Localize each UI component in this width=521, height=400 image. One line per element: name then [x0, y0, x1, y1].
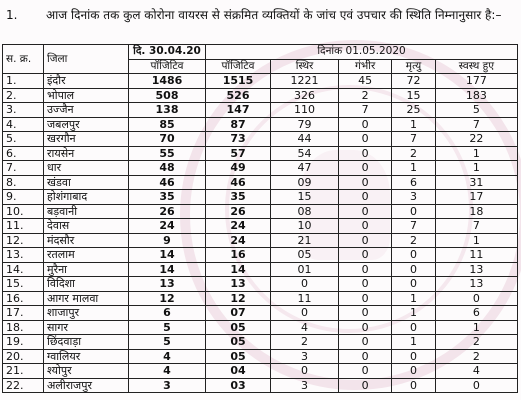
table-row [3, 364, 518, 379]
cell-positive-prev: 5 [129, 320, 206, 335]
cell-serious: 0 [339, 175, 392, 190]
cell-district: सागर [44, 320, 129, 335]
cell-serious: 0 [339, 146, 392, 161]
cell-positive-prev: 85 [129, 117, 206, 132]
table-row [3, 132, 518, 147]
cell-sn: 4. [3, 117, 44, 132]
cell-recovered: 183 [435, 88, 517, 103]
cell-positive-prev: 9 [129, 233, 206, 248]
cell-serious: 2 [339, 88, 392, 103]
cell-stable: 05 [271, 248, 339, 263]
table-row [3, 349, 518, 364]
table-row [3, 175, 518, 190]
table-row [3, 88, 518, 103]
cell-deaths: 1 [392, 161, 436, 176]
cell-recovered: 5 [435, 103, 517, 118]
cell-serious: 0 [339, 161, 392, 176]
cell-stable: 44 [271, 132, 339, 147]
cell-stable: 3 [271, 349, 339, 364]
cell-positive: 03 [206, 378, 271, 393]
cell-district: ग्वालियर [44, 349, 129, 364]
cell-recovered: 177 [435, 74, 517, 89]
cell-serious: 0 [339, 291, 392, 306]
cell-serious: 0 [339, 219, 392, 234]
cell-stable: 326 [271, 88, 339, 103]
intro-text: आज दिनांक तक कुल कोरोना वायरस से संक्रमित व्यक्तियों के जांच एवं उपचार की स्थिति निम्नानुसार है:– [46, 8, 502, 22]
cell-district: मुरैना [44, 262, 129, 277]
cell-district: रतलाम [44, 248, 129, 263]
cell-serious: 0 [339, 364, 392, 379]
header-date2: दिनांक 01.05.2020 [206, 45, 518, 60]
cell-positive: 24 [206, 233, 271, 248]
cell-positive-prev: 24 [129, 219, 206, 234]
cell-sn: 15. [3, 277, 44, 292]
covid-status-table [2, 44, 518, 393]
cell-recovered: 1 [435, 233, 517, 248]
cell-positive-prev: 14 [129, 262, 206, 277]
cell-positive: 87 [206, 117, 271, 132]
cell-serious: 0 [339, 132, 392, 147]
cell-recovered: 2 [435, 335, 517, 350]
cell-positive-prev: 4 [129, 349, 206, 364]
cell-sn: 1. [3, 74, 44, 89]
cell-recovered: 1 [435, 146, 517, 161]
cell-serious: 0 [339, 378, 392, 393]
cell-stable: 110 [271, 103, 339, 118]
cell-deaths: 1 [392, 117, 436, 132]
cell-district: अलीराजपुर [44, 378, 129, 393]
header-district: जिला [44, 45, 129, 74]
cell-positive: 16 [206, 248, 271, 263]
cell-serious: 0 [339, 233, 392, 248]
cell-sn: 19. [3, 335, 44, 350]
cell-deaths: 1 [392, 306, 436, 321]
table-body [3, 74, 518, 393]
cell-positive-prev: 6 [129, 306, 206, 321]
table-row [3, 103, 518, 118]
cell-deaths: 0 [392, 378, 436, 393]
header-sn: स. क्र. [3, 45, 44, 74]
cell-district: देवास [44, 219, 129, 234]
cell-positive: 04 [206, 364, 271, 379]
cell-positive: 46 [206, 175, 271, 190]
cell-sn: 6. [3, 146, 44, 161]
cell-serious: 0 [339, 117, 392, 132]
cell-deaths: 25 [392, 103, 436, 118]
cell-deaths: 0 [392, 349, 436, 364]
cell-positive-prev: 70 [129, 132, 206, 147]
cell-positive: 12 [206, 291, 271, 306]
table-header-row [3, 45, 518, 60]
cell-stable: 0 [271, 364, 339, 379]
table-row [3, 117, 518, 132]
intro-number: 1. [6, 8, 18, 22]
cell-positive: 07 [206, 306, 271, 321]
cell-stable: 08 [271, 204, 339, 219]
cell-stable: 0 [271, 306, 339, 321]
cell-positive: 05 [206, 320, 271, 335]
cell-positive-prev: 1486 [129, 74, 206, 89]
cell-serious: 0 [339, 349, 392, 364]
cell-deaths: 2 [392, 233, 436, 248]
cell-sn: 16. [3, 291, 44, 306]
cell-deaths: 7 [392, 132, 436, 147]
cell-positive-prev: 55 [129, 146, 206, 161]
cell-recovered: 1 [435, 161, 517, 176]
cell-stable: 1221 [271, 74, 339, 89]
cell-stable: 47 [271, 161, 339, 176]
cell-sn: 18. [3, 320, 44, 335]
cell-deaths: 0 [392, 204, 436, 219]
cell-deaths: 0 [392, 248, 436, 263]
cell-positive-prev: 12 [129, 291, 206, 306]
cell-serious: 0 [339, 204, 392, 219]
cell-positive-prev: 48 [129, 161, 206, 176]
cell-deaths: 72 [392, 74, 436, 89]
cell-district: मंदसौर [44, 233, 129, 248]
cell-sn: 10. [3, 204, 44, 219]
cell-district: विदिशा [44, 277, 129, 292]
table-row [3, 233, 518, 248]
cell-recovered: 0 [435, 291, 517, 306]
header-date1: दि. 30.04.20 [129, 45, 206, 60]
cell-stable: 09 [271, 175, 339, 190]
table-row [3, 378, 518, 393]
cell-positive-prev: 46 [129, 175, 206, 190]
cell-positive-prev: 26 [129, 204, 206, 219]
cell-recovered: 4 [435, 364, 517, 379]
cell-serious: 0 [339, 306, 392, 321]
cell-sn: 2. [3, 88, 44, 103]
cell-sn: 17. [3, 306, 44, 321]
cell-positive-prev: 138 [129, 103, 206, 118]
cell-stable: 01 [271, 262, 339, 277]
cell-stable: 54 [271, 146, 339, 161]
cell-positive-prev: 508 [129, 88, 206, 103]
cell-district: छिंदवाड़ा [44, 335, 129, 350]
cell-deaths: 15 [392, 88, 436, 103]
cell-positive: 1515 [206, 74, 271, 89]
cell-sn: 20. [3, 349, 44, 364]
cell-sn: 11. [3, 219, 44, 234]
table-row [3, 146, 518, 161]
table-row [3, 161, 518, 176]
cell-recovered: 18 [435, 204, 517, 219]
cell-positive-prev: 3 [129, 378, 206, 393]
cell-district: उज्जैन [44, 103, 129, 118]
cell-positive: 526 [206, 88, 271, 103]
cell-district: बड़वानी [44, 204, 129, 219]
header-recovered: स्वस्थ हुए [435, 59, 517, 74]
cell-serious: 0 [339, 320, 392, 335]
cell-serious: 0 [339, 262, 392, 277]
cell-stable: 3 [271, 378, 339, 393]
cell-deaths: 0 [392, 364, 436, 379]
cell-stable: 10 [271, 219, 339, 234]
cell-stable: 21 [271, 233, 339, 248]
cell-district: धार [44, 161, 129, 176]
cell-district: खंडवा [44, 175, 129, 190]
cell-positive: 13 [206, 277, 271, 292]
cell-positive: 05 [206, 335, 271, 350]
cell-recovered: 1 [435, 320, 517, 335]
cell-deaths: 0 [392, 262, 436, 277]
header-positive: पॉजिटिव [206, 59, 271, 74]
cell-positive: 35 [206, 190, 271, 205]
cell-deaths: 0 [392, 277, 436, 292]
cell-district: शाजापुर [44, 306, 129, 321]
cell-deaths: 2 [392, 146, 436, 161]
header-serious: गंभीर [339, 59, 392, 74]
cell-sn: 14. [3, 262, 44, 277]
cell-deaths: 1 [392, 291, 436, 306]
cell-serious: 45 [339, 74, 392, 89]
table-row [3, 74, 518, 89]
cell-district: रायसेन [44, 146, 129, 161]
cell-serious: 0 [339, 335, 392, 350]
cell-positive: 14 [206, 262, 271, 277]
cell-stable: 0 [271, 277, 339, 292]
table-row [3, 262, 518, 277]
cell-sn: 21. [3, 364, 44, 379]
cell-stable: 15 [271, 190, 339, 205]
cell-recovered: 2 [435, 349, 517, 364]
cell-recovered: 0 [435, 378, 517, 393]
cell-recovered: 22 [435, 132, 517, 147]
table-row [3, 248, 518, 263]
cell-district: होशंगाबाद [44, 190, 129, 205]
header-deaths: मृत्यु [392, 59, 436, 74]
cell-recovered: 13 [435, 262, 517, 277]
cell-positive: 05 [206, 349, 271, 364]
cell-serious: 0 [339, 248, 392, 263]
cell-positive: 73 [206, 132, 271, 147]
cell-recovered: 11 [435, 248, 517, 263]
table-row [3, 291, 518, 306]
table-row [3, 306, 518, 321]
cell-positive-prev: 4 [129, 364, 206, 379]
cell-stable: 11 [271, 291, 339, 306]
table-row [3, 335, 518, 350]
cell-deaths: 3 [392, 190, 436, 205]
cell-serious: 0 [339, 190, 392, 205]
cell-sn: 5. [3, 132, 44, 147]
cell-positive: 26 [206, 204, 271, 219]
cell-recovered: 7 [435, 117, 517, 132]
cell-district: श्योपुर [44, 364, 129, 379]
cell-recovered: 7 [435, 219, 517, 234]
cell-deaths: 6 [392, 175, 436, 190]
cell-positive: 24 [206, 219, 271, 234]
cell-district: आगर मालवा [44, 291, 129, 306]
cell-recovered: 6 [435, 306, 517, 321]
table-row [3, 320, 518, 335]
header-positive-prev: पॉजिटिव [129, 59, 206, 74]
table-row [3, 204, 518, 219]
cell-stable: 2 [271, 335, 339, 350]
cell-stable: 79 [271, 117, 339, 132]
cell-positive-prev: 13 [129, 277, 206, 292]
cell-sn: 13. [3, 248, 44, 263]
cell-positive: 57 [206, 146, 271, 161]
cell-deaths: 1 [392, 335, 436, 350]
cell-sn: 22. [3, 378, 44, 393]
cell-sn: 3. [3, 103, 44, 118]
cell-district: भोपाल [44, 88, 129, 103]
cell-district: खरगौन [44, 132, 129, 147]
header-stable: स्थिर [271, 59, 339, 74]
cell-sn: 7. [3, 161, 44, 176]
cell-recovered: 17 [435, 190, 517, 205]
cell-positive: 49 [206, 161, 271, 176]
table-row [3, 219, 518, 234]
table-row [3, 190, 518, 205]
cell-deaths: 7 [392, 219, 436, 234]
cell-district: जबलपुर [44, 117, 129, 132]
cell-serious: 0 [339, 277, 392, 292]
cell-district: इंदौर [44, 74, 129, 89]
cell-recovered: 31 [435, 175, 517, 190]
cell-positive-prev: 14 [129, 248, 206, 263]
cell-sn: 8. [3, 175, 44, 190]
cell-positive: 147 [206, 103, 271, 118]
table-row [3, 277, 518, 292]
cell-recovered: 13 [435, 277, 517, 292]
cell-positive-prev: 5 [129, 335, 206, 350]
cell-deaths: 0 [392, 320, 436, 335]
cell-sn: 12. [3, 233, 44, 248]
cell-positive-prev: 35 [129, 190, 206, 205]
cell-stable: 4 [271, 320, 339, 335]
cell-serious: 7 [339, 103, 392, 118]
cell-sn: 9. [3, 190, 44, 205]
